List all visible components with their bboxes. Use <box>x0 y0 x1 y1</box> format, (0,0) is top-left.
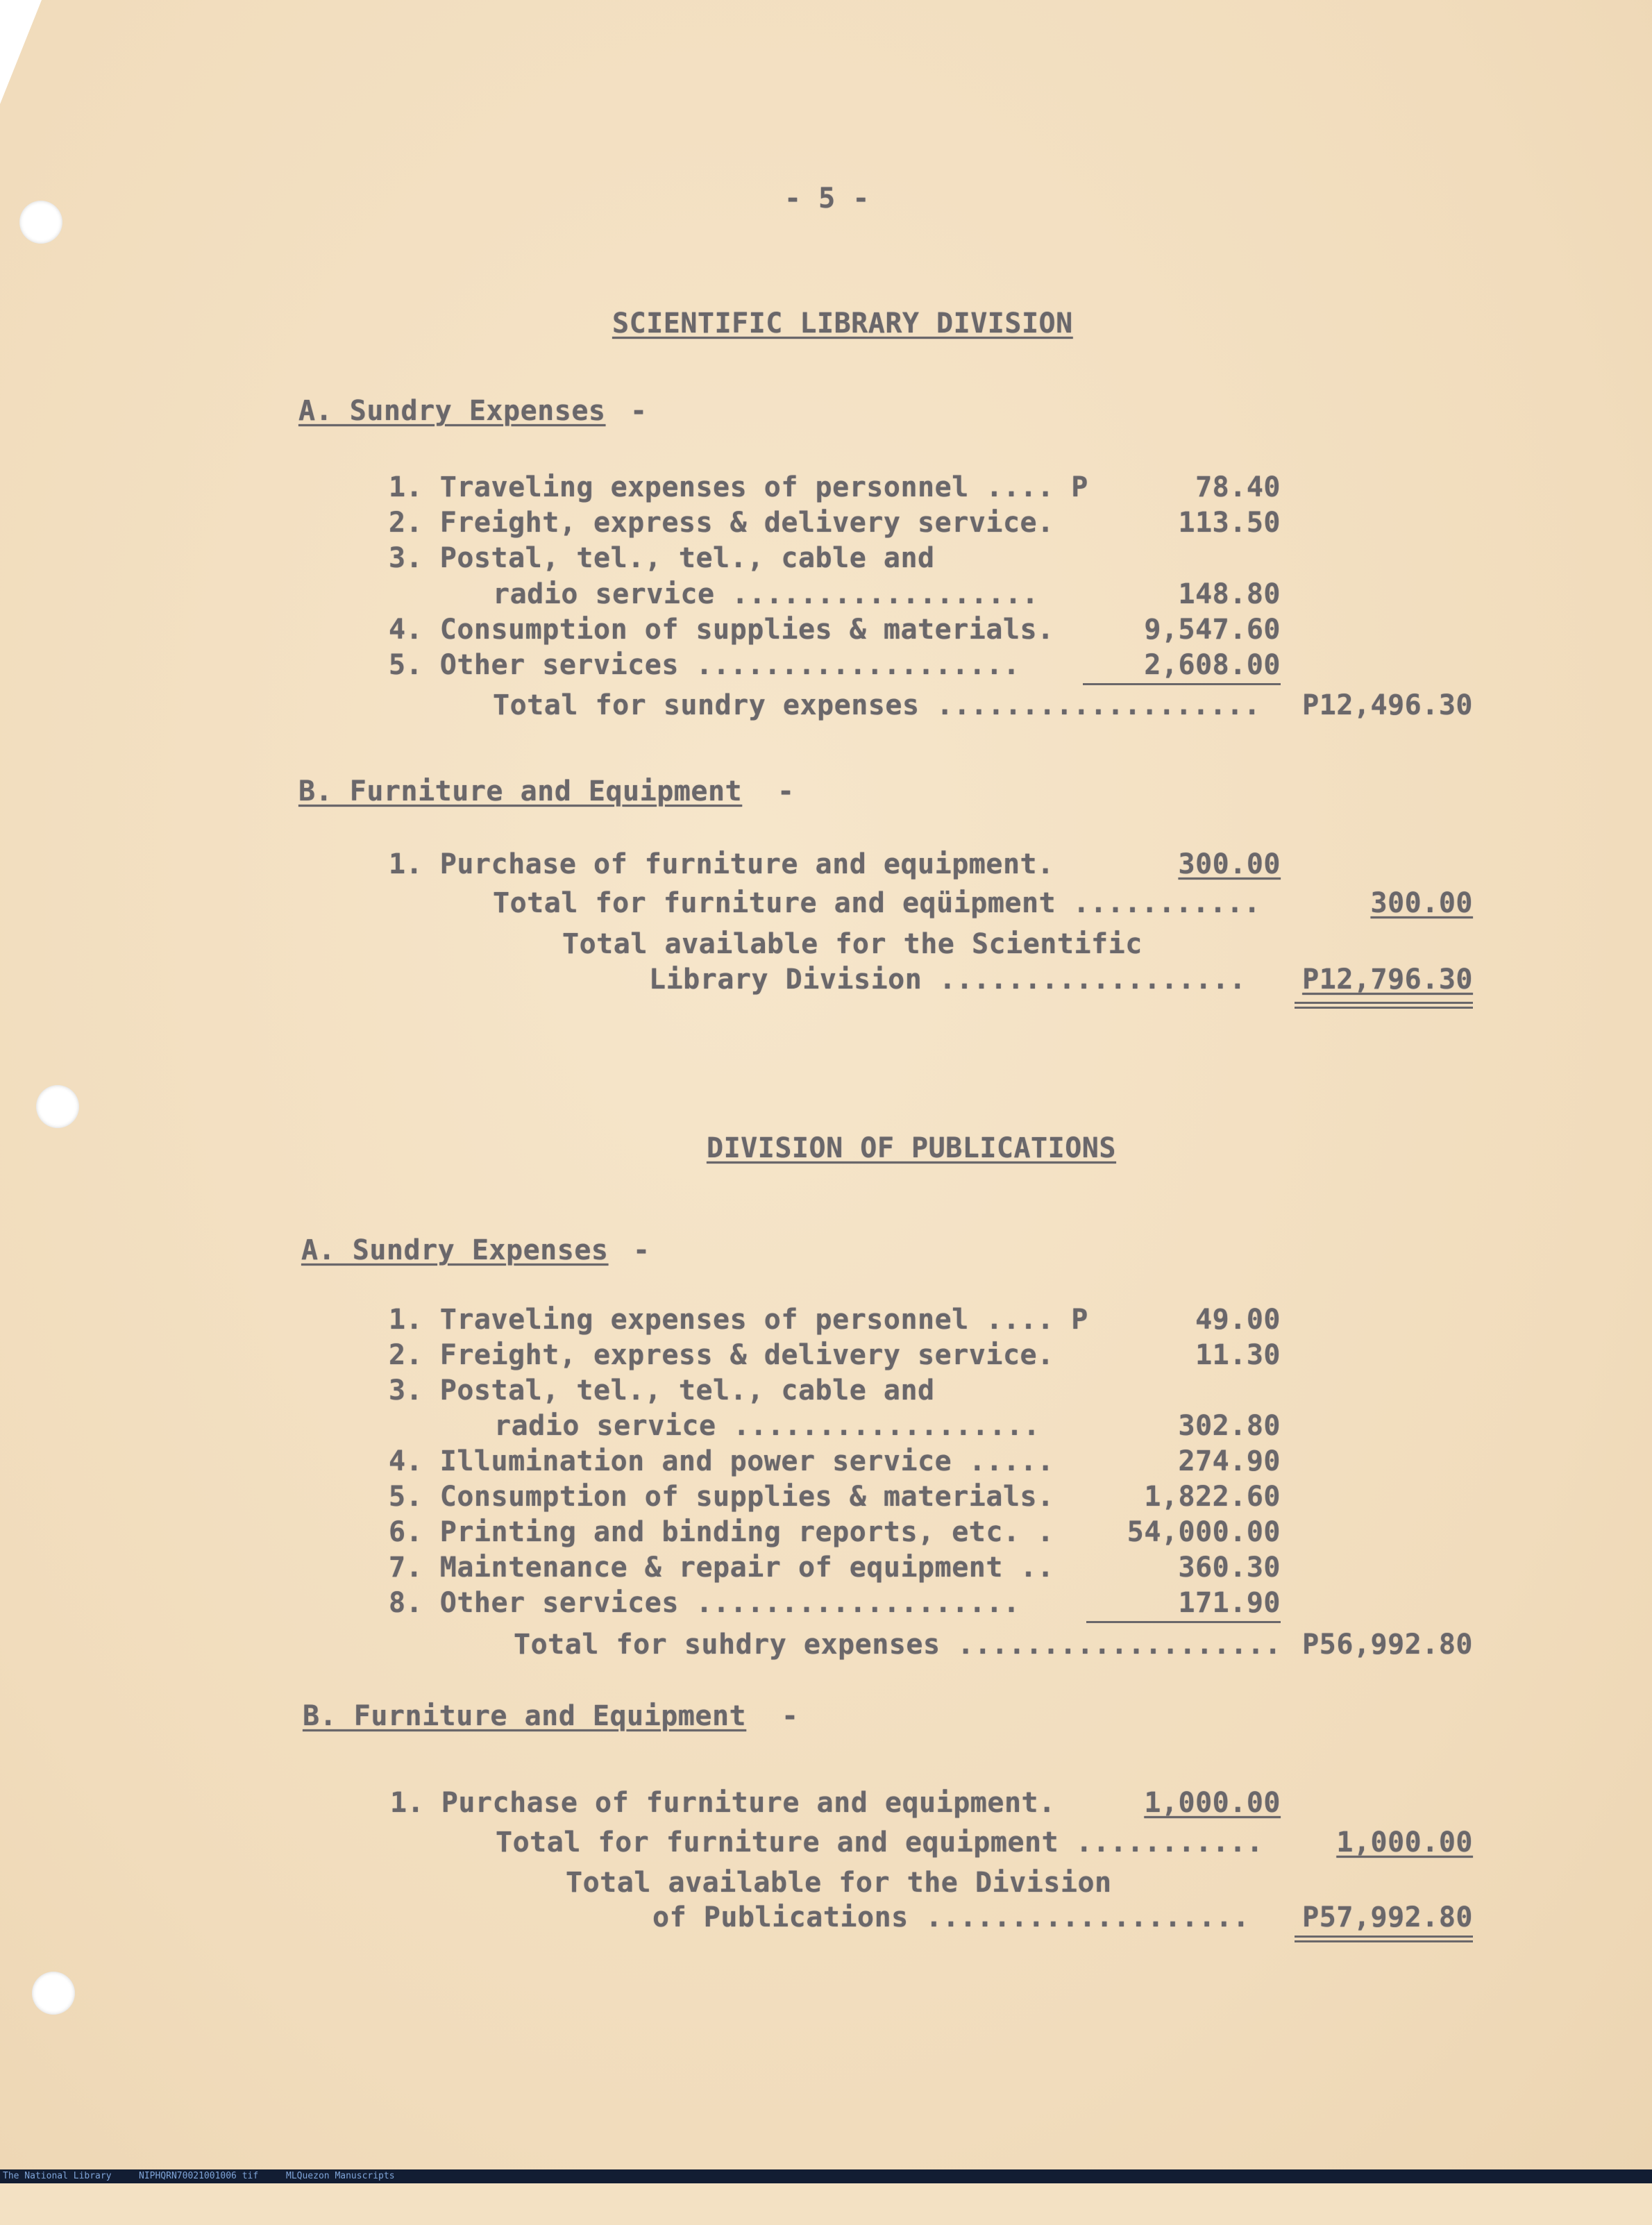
expense-item-amount: 274.90 <box>1178 1445 1281 1477</box>
expense-item-label: radio service .................. <box>494 1410 1040 1442</box>
total-label: Total for sundry expenses ................... <box>493 689 1261 721</box>
footer-library: The National Library <box>3 2171 112 2181</box>
expense-item-label: 3. Postal, tel., tel., cable and <box>389 542 935 574</box>
expense-item-label: 2. Freight, express & delivery service. <box>389 507 1054 539</box>
expense-item-amount: 302.80 <box>1178 1410 1281 1442</box>
expense-item-amount: 11.30 <box>1195 1339 1281 1371</box>
heading-dash: - <box>633 1234 650 1266</box>
expense-item-amount: 54,000.00 <box>1127 1516 1281 1548</box>
grand-total-amount: P57,992.80 <box>1302 1901 1473 1933</box>
total-label: Total for furniture and equipment ........... <box>496 1827 1264 1858</box>
expense-item-label: 1. Traveling expenses of personnel .... P <box>389 1304 1088 1336</box>
expense-item-amount: 148.80 <box>1178 578 1281 610</box>
sundry-heading-text: A. Sundry Expenses <box>301 1234 609 1266</box>
sundry-heading-text: A. Sundry Expenses <box>298 395 606 427</box>
subtotal-rule <box>1083 683 1281 685</box>
grand-total-label: Total available for the Division <box>566 1867 1112 1899</box>
expense-item-amount: 1,822.60 <box>1144 1481 1281 1513</box>
expense-item-amount: 9,547.60 <box>1144 614 1281 646</box>
footer-file: NIPHQRN70021001006 tif <box>139 2171 259 2181</box>
grand-total-amount: P12,796.30 <box>1302 964 1473 996</box>
expense-item-label: 5. Other services ................... <box>389 649 1020 681</box>
grand-total-label: of Publications ................... <box>652 1901 1250 1933</box>
double-underline <box>1295 1002 1473 1009</box>
grand-total-label: Total available for the Scientific <box>562 928 1143 960</box>
expense-item-label: 6. Printing and binding reports, etc. . <box>389 1516 1054 1548</box>
expense-item-label: 2. Freight, express & delivery service. <box>389 1339 1054 1371</box>
expense-item-label: 7. Maintenance & repair of equipment .. <box>389 1552 1054 1584</box>
furniture-item-amount: 1,000.00 <box>1144 1787 1281 1819</box>
scan-footer <box>0 2169 1652 2183</box>
expense-item-label: 4. Consumption of supplies & materials. <box>389 614 1054 646</box>
torn-corner <box>0 0 42 104</box>
expense-item-label: 3. Postal, tel., tel., cable and <box>389 1375 935 1407</box>
heading-dash: - <box>630 395 648 427</box>
expense-item-amount: 171.90 <box>1178 1587 1281 1619</box>
total-label: Total for furniture and eqüipment ........... <box>493 887 1261 919</box>
total-label: Total for suhdry expenses ................... <box>514 1629 1282 1661</box>
expense-item-amount: 360.30 <box>1178 1552 1281 1584</box>
furniture-item-amount: 300.00 <box>1178 848 1281 880</box>
binder-hole <box>32 1972 75 2015</box>
furniture-item-label: 1. Purchase of furniture and equipment. <box>389 848 1054 880</box>
furniture-item-label: 1. Purchase of furniture and equipment. <box>390 1787 1056 1819</box>
expense-item-amount: 78.40 <box>1195 471 1281 503</box>
total-amount: 300.00 <box>1370 887 1473 919</box>
expense-item-label: radio service .................. <box>493 578 1039 610</box>
footer-collection: MLQuezon Manuscripts <box>286 2171 395 2181</box>
binder-hole <box>36 1085 79 1128</box>
expense-item-label: 8. Other services ................... <box>389 1587 1020 1619</box>
expense-item-amount: 113.50 <box>1178 507 1281 539</box>
expense-item-label: 4. Illumination and power service ..... <box>389 1445 1054 1477</box>
total-amount: 1,000.00 <box>1336 1827 1473 1858</box>
expense-item-amount: 2,608.00 <box>1144 649 1281 681</box>
grand-total-label: Library Division .................. <box>649 964 1247 996</box>
total-amount: P56,992.80 <box>1302 1629 1473 1661</box>
total-amount: P12,496.30 <box>1302 689 1473 721</box>
expense-item-amount: 49.00 <box>1195 1304 1281 1336</box>
furniture-heading-text: B. Furniture and Equipment <box>298 775 743 807</box>
section-title-publications: DIVISION OF PUBLICATIONS <box>707 1132 1116 1164</box>
double-underline <box>1295 1936 1473 1942</box>
subtotal-rule <box>1086 1621 1281 1623</box>
page-number: - 5 - <box>784 183 870 215</box>
heading-dash: - <box>782 1700 799 1732</box>
binder-hole <box>19 201 62 244</box>
heading-dash: - <box>777 775 795 807</box>
expense-item-label: 1. Traveling expenses of personnel .... P <box>389 471 1088 503</box>
section-title-scientific-library: SCIENTIFIC LIBRARY DIVISION <box>612 308 1073 339</box>
expense-item-label: 5. Consumption of supplies & materials. <box>389 1481 1054 1513</box>
furniture-heading-text: B. Furniture and Equipment <box>303 1700 747 1732</box>
